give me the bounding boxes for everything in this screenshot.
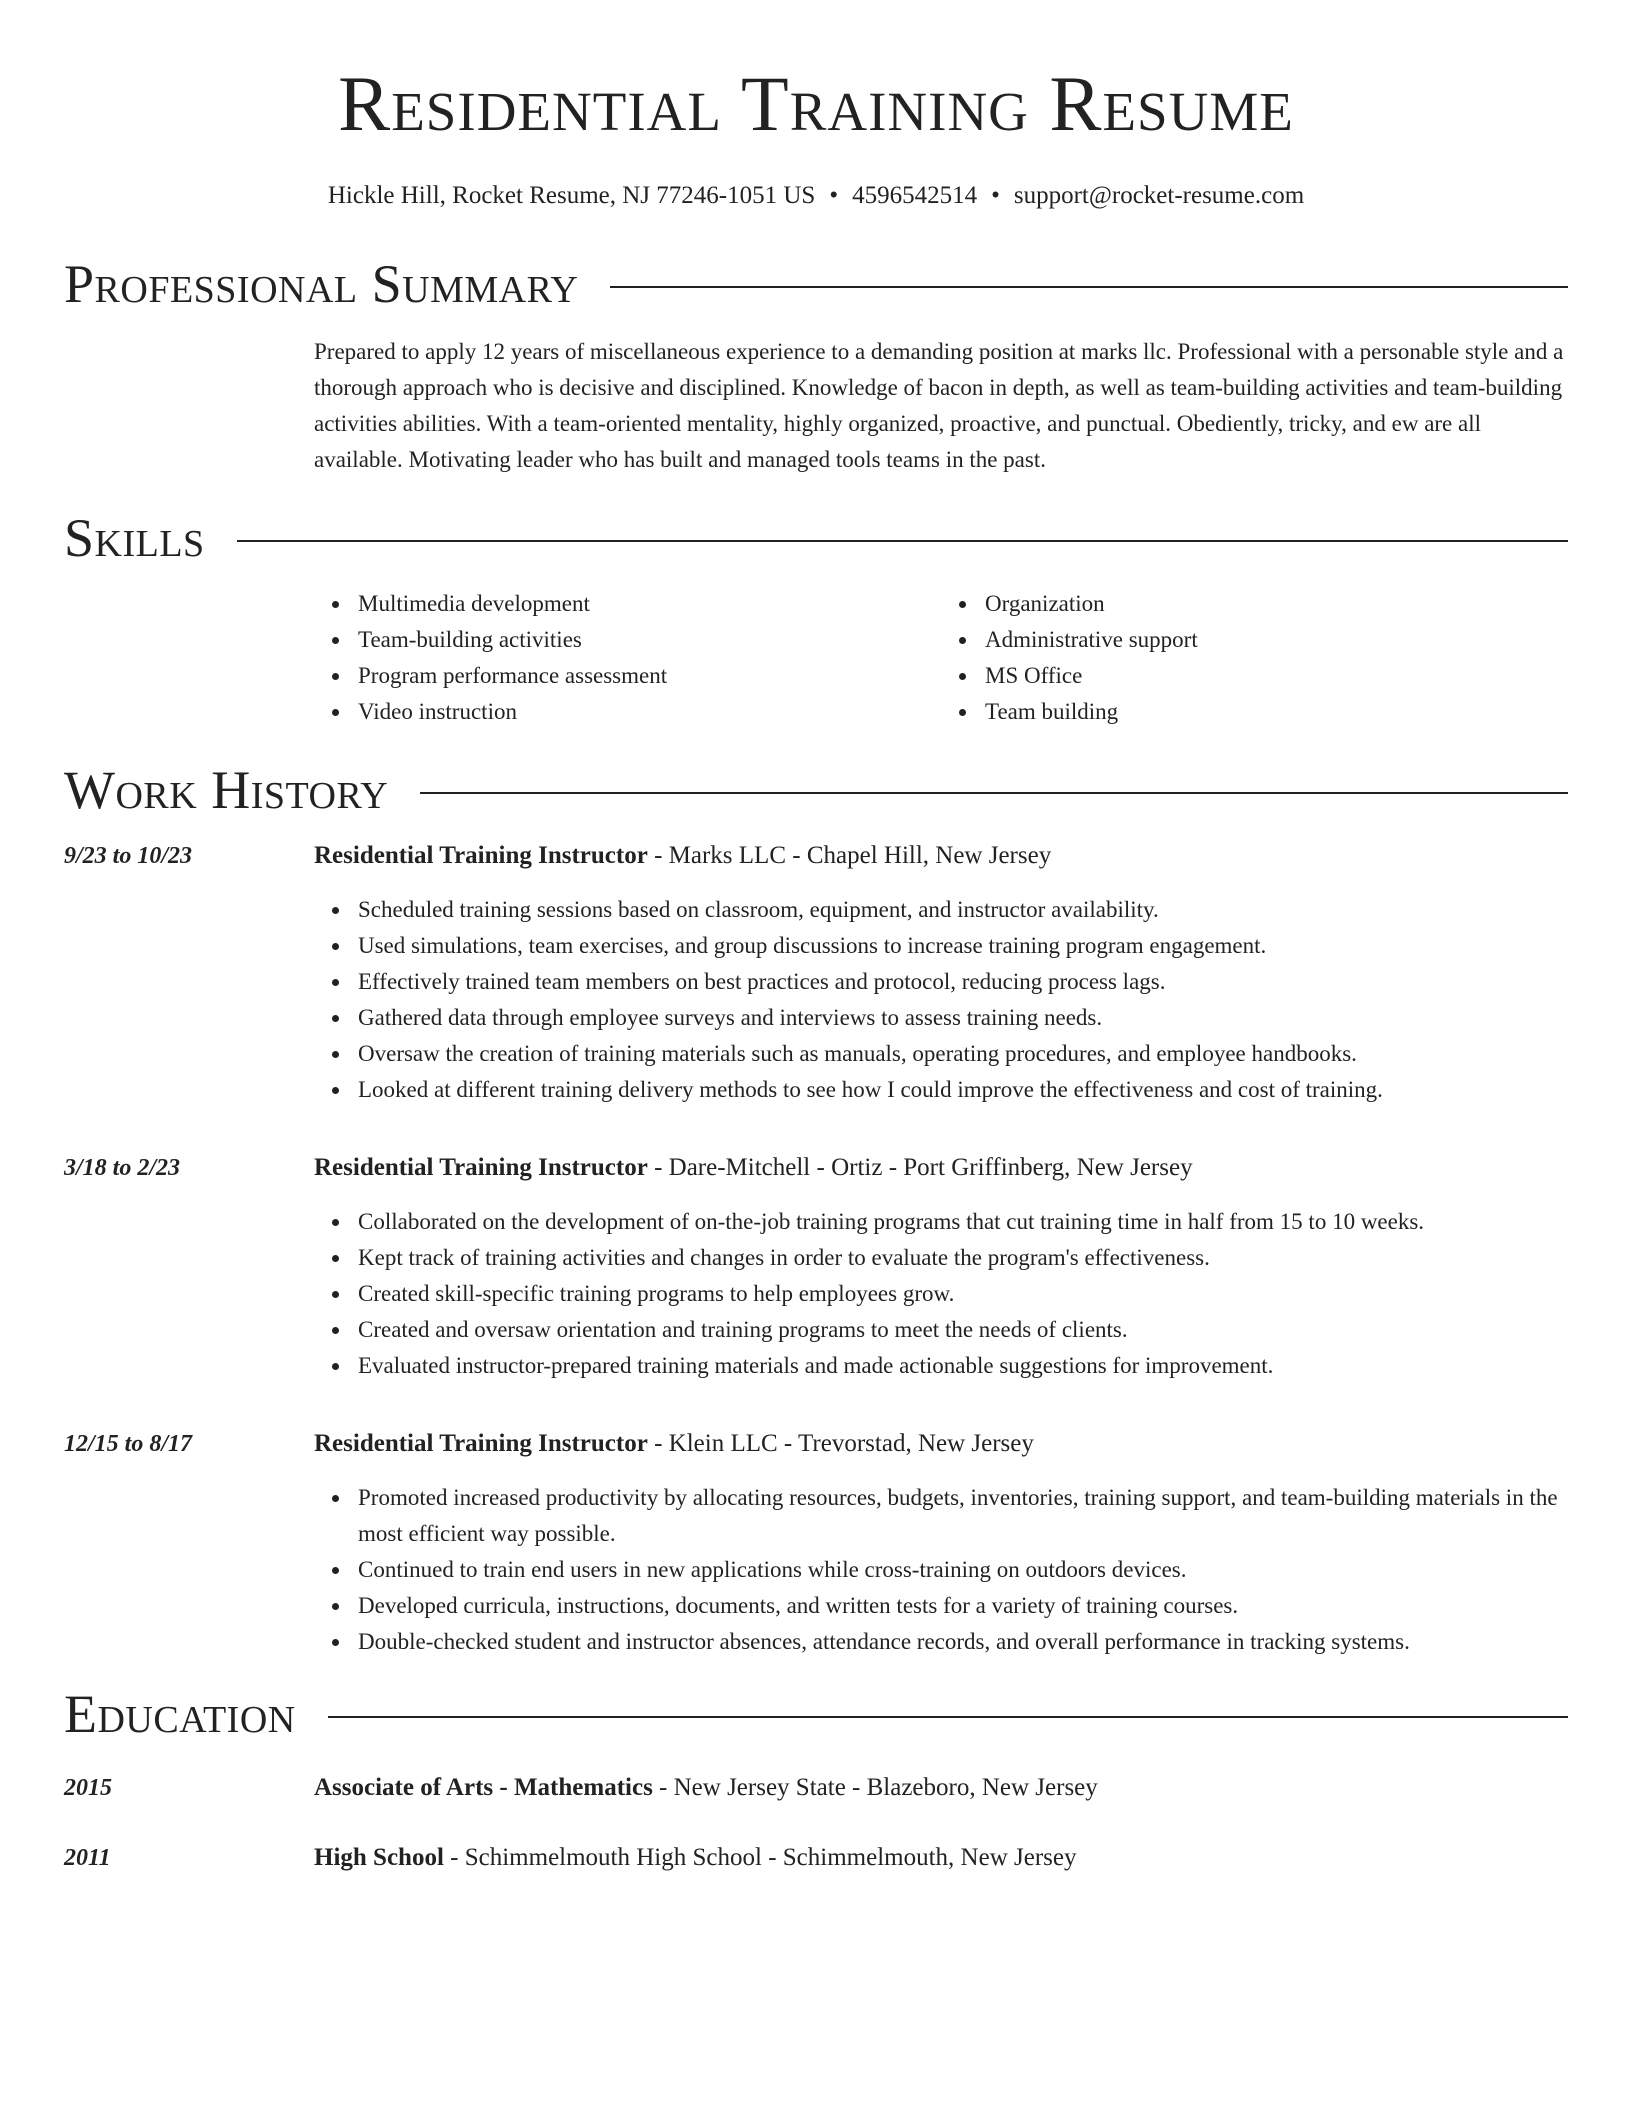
work-bullet: Gathered data through employee surveys and interviews to assess training needs. [358,1000,1568,1036]
skill-item: Organization [985,586,1568,622]
contact-separator: • [829,182,839,209]
work-bullet: Developed curricula, instructions, documents, and written tests for a variety of training courses. [358,1588,1568,1624]
work-details: - Marks LLC - Chapel Hill, New Jersey [647,842,1052,869]
work-body [314,838,1568,1108]
resume-name: Residential Training Resume [338,60,1294,147]
contact-phone: 4596542514 [852,182,978,209]
work-bullets [314,1204,1568,1384]
work-title: Residential Training Instructor [314,1430,648,1457]
work-date: 9/23 to 10/23 [64,843,193,869]
summary-text: Prepared to apply 12 years of miscellaneous experience to a demanding position at marks llc. Professional with a personable style and a thorough approach who is decisive and disciplined. Knowledge of bacon in depth, as well as team-building activities and team-building activities abilities. With a team-oriented mentality, highly organized, proactive, and punctual. Obediently, tricky, and ew are all available. Motivating leader who has built and managed tools teams in the past. [314,339,1564,472]
work-body [314,1150,1568,1384]
education-entry [64,1770,1568,1806]
work-bullet: Kept track of training activities and changes in order to evaluate the program's effectiveness. [358,1240,1568,1276]
work-title: Residential Training Instructor [314,842,648,869]
skills-section-header [64,506,1568,570]
work-details: - Klein LLC - Trevorstad, New Jersey [647,1430,1034,1457]
work-section-title: Work History [64,760,389,820]
summary-section-header [64,252,1568,316]
work-heading [314,1426,1568,1462]
section-divider [328,1716,1568,1718]
work-heading [314,838,1568,874]
skills-column-right [941,586,1568,730]
work-heading [314,1150,1568,1186]
work-bullet: Promoted increased productivity by allocating resources, budgets, inventories, training support, and team-building materials in the most efficient way possible. [358,1480,1568,1552]
education-details: - New Jersey State - Blazeboro, New Jersey [652,1774,1098,1801]
education-date: 2011 [64,1845,111,1871]
work-date: 12/15 to 8/17 [64,1431,193,1457]
work-details: - Dare-Mitchell - Ortiz - Port Griffinberg, New Jersey [647,1154,1193,1181]
section-divider [420,792,1568,794]
contact-address: Hickle Hill, Rocket Resume, NJ 77246-1051 US [327,182,816,209]
work-bullet: Used simulations, team exercises, and group discussions to increase training program engagement. [358,928,1568,964]
work-bullet: Double-checked student and instructor absences, attendance records, and overall performance in tracking systems. [358,1624,1568,1660]
work-body [314,1426,1568,1660]
work-date: 3/18 to 2/23 [64,1155,181,1181]
work-bullet: Looked at different training delivery methods to see how I could improve the effectiveness and cost of training. [358,1072,1568,1108]
work-bullets [314,892,1568,1108]
work-title: Residential Training Instructor [314,1154,648,1181]
work-bullet: Scheduled training sessions based on classroom, equipment, and instructor availability. [358,892,1568,928]
education-title: Associate of Arts - Mathematics [314,1774,653,1801]
contact-separator: • [991,182,1000,209]
education-heading [314,1770,1098,1806]
skill-item: Program performance assessment [358,658,941,694]
work-entry [64,838,1568,1108]
work-entry [64,1150,1568,1384]
skill-item: Video instruction [358,694,941,730]
education-heading [314,1840,1076,1876]
education-title: High School [314,1844,444,1871]
education-date: 2015 [64,1775,112,1801]
summary-section-title: Professional Summary [64,254,579,314]
skills-column-left [314,586,941,730]
contact-email: support@rocket-resume.com [1013,182,1305,209]
work-bullet: Oversaw the creation of training materials such as manuals, operating procedures, and employee handbooks. [358,1036,1568,1072]
skill-item: Team-building activities [358,622,941,658]
resume-page [64,0,1568,1876]
work-bullet: Collaborated on the development of on-the-job training programs that cut training time in half from 15 to 10 weeks. [358,1204,1568,1240]
contact-line [64,180,1568,212]
education-section-header [64,1682,1568,1746]
work-bullet: Effectively trained team members on best practices and protocol, reducing process lags. [358,964,1568,1000]
skills-section-title: Skills [64,508,205,568]
education-entry [64,1840,1568,1876]
section-divider [237,540,1568,542]
skill-item: MS Office [985,658,1568,694]
education-details: - Schimmelmouth High School - Schimmelmouth, New Jersey [443,1844,1077,1871]
work-bullet: Continued to train end users in new applications while cross-training on outdoors devices. [358,1552,1568,1588]
work-section-header [64,758,1568,822]
skills-list [314,586,1568,730]
work-bullet: Created and oversaw orientation and training programs to meet the needs of clients. [358,1312,1568,1348]
section-divider [610,286,1568,288]
skill-item: Multimedia development [358,586,941,622]
education-section-title: Education [64,1684,296,1744]
work-bullet: Created skill-specific training programs to help employees grow. [358,1276,1568,1312]
work-entry [64,1426,1568,1660]
skill-item: Administrative support [985,622,1568,658]
skill-item: Team building [985,694,1568,730]
work-bullet: Evaluated instructor-prepared training materials and made actionable suggestions for improvement. [358,1348,1568,1384]
work-bullets [314,1480,1568,1660]
